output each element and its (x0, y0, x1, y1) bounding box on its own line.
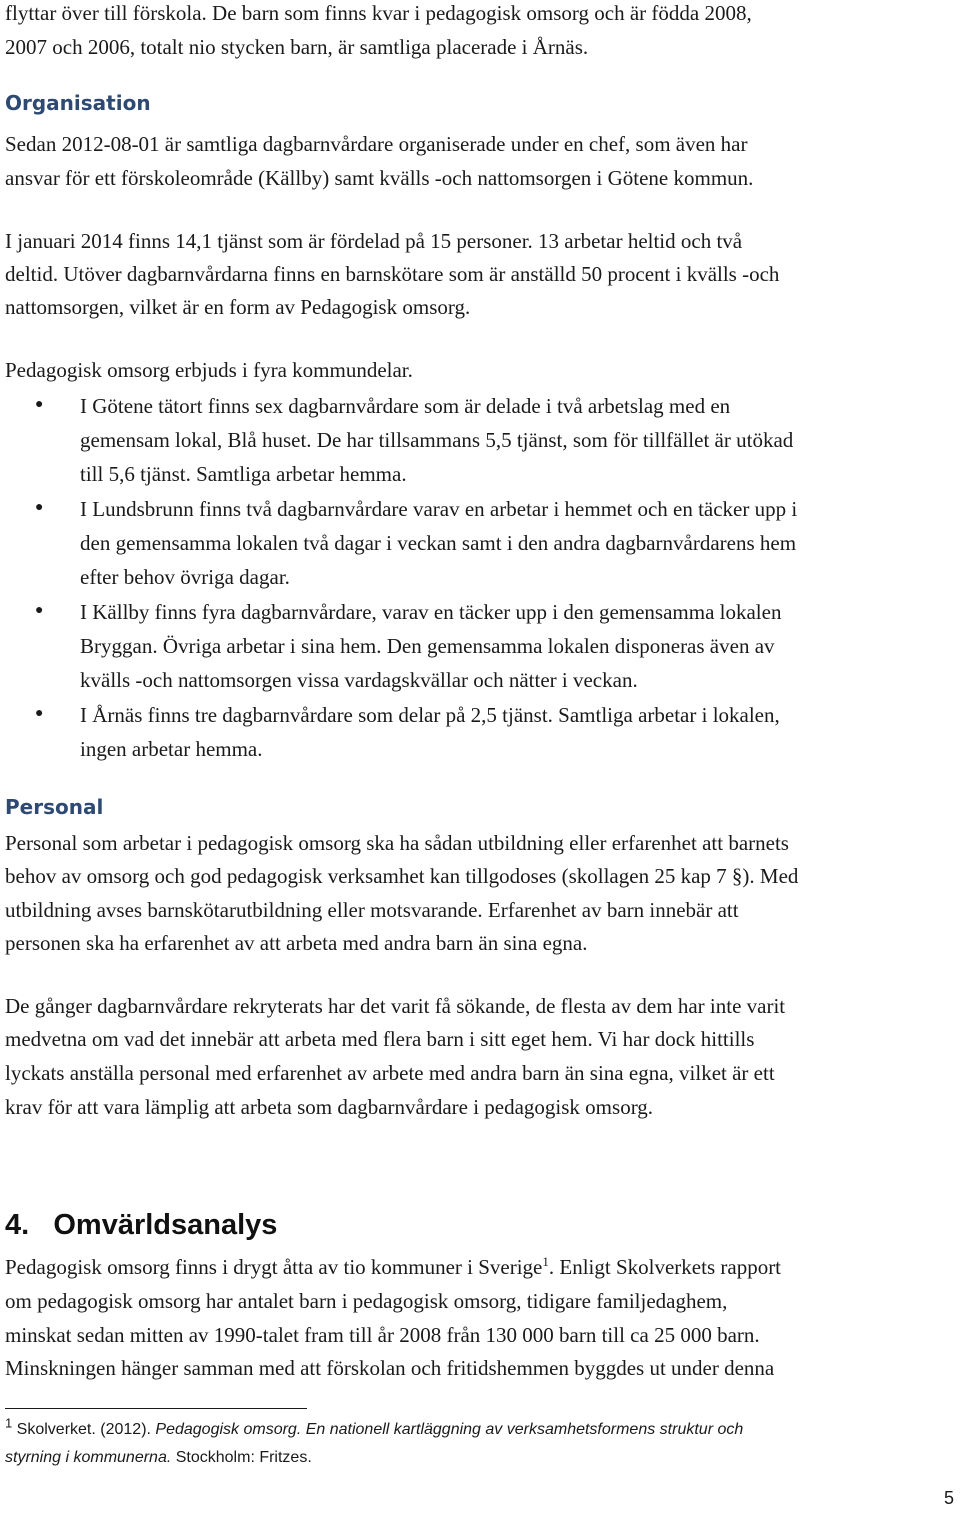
omvarld-line-4: Minskningen hänger samman med att förskolan och fritidshemmen byggdes ut under denna (5, 1356, 775, 1380)
bullet-icon: ● (35, 397, 44, 412)
organisation-para2-line-1: I januari 2014 finns 14,1 tjänst som är fördelad på 15 personer. 13 arbetar heltid och två (5, 229, 743, 253)
omvarld-line-2: om pedagogisk omsorg har antalet barn i pedagogisk omsorg, tidigare familjedaghem, (5, 1289, 728, 1313)
organisation-para3: Pedagogisk omsorg erbjuds i fyra kommundelar. (5, 358, 413, 382)
section-heading-organisation: Organisation (5, 91, 151, 115)
organisation-line-1: Sedan 2012-08-01 är samtliga dagbarnvårdare organiserade under en chef, som även har (5, 132, 748, 156)
personal-para1-line-1: Personal som arbetar i pedagogisk omsorg ska ha sådan utbildning eller erfarenhet att barnets (5, 831, 789, 855)
bullet-icon: ● (35, 603, 44, 618)
intro-line-1: flyttar över till förskola. De barn som finns kvar i pedagogisk omsorg och är födda 2008, (5, 1, 752, 25)
personal-para2-line-2: medvetna om vad det innebär att arbeta med flera barn i sitt eget hem. Vi har dock hittills (5, 1027, 755, 1051)
page-number: 5 (943, 1488, 954, 1508)
footnote-title-2: styrning i kommunerna. (5, 1449, 172, 1466)
bullet-3-line-1: I Källby finns fyra dagbarnvårdare, varav en täcker upp i den gemensamma lokalen (80, 600, 782, 624)
bullet-2-line-1: I Lundsbrunn finns två dagbarnvårdare varav en arbetar i hemmet och en täcker upp i (80, 497, 798, 521)
organisation-para2-line-3: nattomsorgen, vilket är en form av Pedagogisk omsorg. (5, 295, 471, 319)
personal-para1-line-3: utbildning avses barnskötarutbildning eller motsvarande. Erfarenhet av barn innebär att (5, 898, 739, 922)
bullet-1-line-1: I Götene tätort finns sex dagbarnvårdare som är delade i två arbetslag med en (80, 394, 731, 418)
footnote-publisher: Stockholm: Fritzes. (171, 1449, 312, 1466)
personal-para2-line-1: De gånger dagbarnvårdare rekryterats har det varit få sökande, de flesta av dem har inte varit (5, 994, 786, 1018)
bullet-1-line-3: till 5,6 tjänst. Samtliga arbetar hemma. (80, 462, 407, 486)
personal-para2-line-3: lyckats anställa personal med erfarenhet av arbete med andra barn än sina egna, vilket är ett (5, 1061, 775, 1085)
omvarld-line-1 (5, 1250, 781, 1284)
bullet-1-line-2: gemensam lokal, Blå huset. De har tillsammans 5,5 tjänst, som för tillfället är utökad (80, 428, 794, 452)
bullet-3-line-2: Bryggan. Övriga arbetar i sina hem. Den gemensamma lokalen disponeras även av (80, 634, 775, 658)
footnote-number: 1 (5, 1415, 13, 1431)
footnote-author: Skolverket. (2012). (12, 1421, 156, 1438)
organisation-line-2: ansvar för ett förskoleområde (Källby) samt kvälls -och nattomsorgen i Götene kommun. (5, 166, 754, 190)
footnote-line-2 (5, 1449, 312, 1467)
bullet-icon: ● (35, 706, 44, 721)
section-heading-personal: Personal (5, 795, 104, 819)
footnote-line-1 (5, 1415, 744, 1439)
bullet-icon: ● (35, 500, 44, 515)
omvarld-line-3: minskat sedan mitten av 1990-talet fram till år 2008 från 130 000 barn till ca 25 000 barn. (5, 1323, 760, 1347)
personal-para2-line-4: krav för att vara lämplig att arbeta som dagbarnvårdare i pedagogisk omsorg. (5, 1095, 654, 1119)
footnote-separator (5, 1408, 307, 1409)
bullet-2-line-3: efter behov övriga dagar. (80, 565, 290, 589)
personal-para1-line-2: behov av omsorg och god pedagogisk verksamhet kan tillgodoses (skollagen 25 kap 7 §). Med (5, 864, 799, 888)
omvarld-line-1-rest: . Enligt Skolverkets rapport (548, 1255, 782, 1279)
intro-line-2: 2007 och 2006, totalt nio stycken barn, är samtliga placerade i Årnäs. (5, 35, 589, 59)
personal-para1-line-4: personen ska ha erfarenhet av att arbeta med andra barn än sina egna. (5, 931, 588, 955)
footnote-ref: 1 (542, 1254, 549, 1269)
organisation-para2-line-2: deltid. Utöver dagbarnvårdarna finns en barnskötare som är anställd 50 procent i kvälls -och (5, 262, 780, 286)
section-heading-omvarldsanalys: 4. Omvärldsanalys (5, 1209, 278, 1241)
bullet-2-line-2: den gemensamma lokalen två dagar i veckan samt i den andra dagbarnvårdarens hem (80, 531, 797, 555)
bullet-3-line-3: kvälls -och nattomsorgen vissa vardagskvällar och nätter i veckan. (80, 668, 638, 692)
omvarld-line-1-text: Pedagogisk omsorg finns i drygt åtta av tio kommuner i Sverige (5, 1255, 543, 1279)
bullet-4-line-1: I Årnäs finns tre dagbarnvårdare som delar på 2,5 tjänst. Samtliga arbetar i lokalen, (80, 703, 780, 727)
footnote-title-1: Pedagogisk omsorg. En nationell kartläggning av verksamhetsformens struktur och (155, 1421, 744, 1438)
bullet-4-line-2: ingen arbetar hemma. (80, 737, 263, 761)
